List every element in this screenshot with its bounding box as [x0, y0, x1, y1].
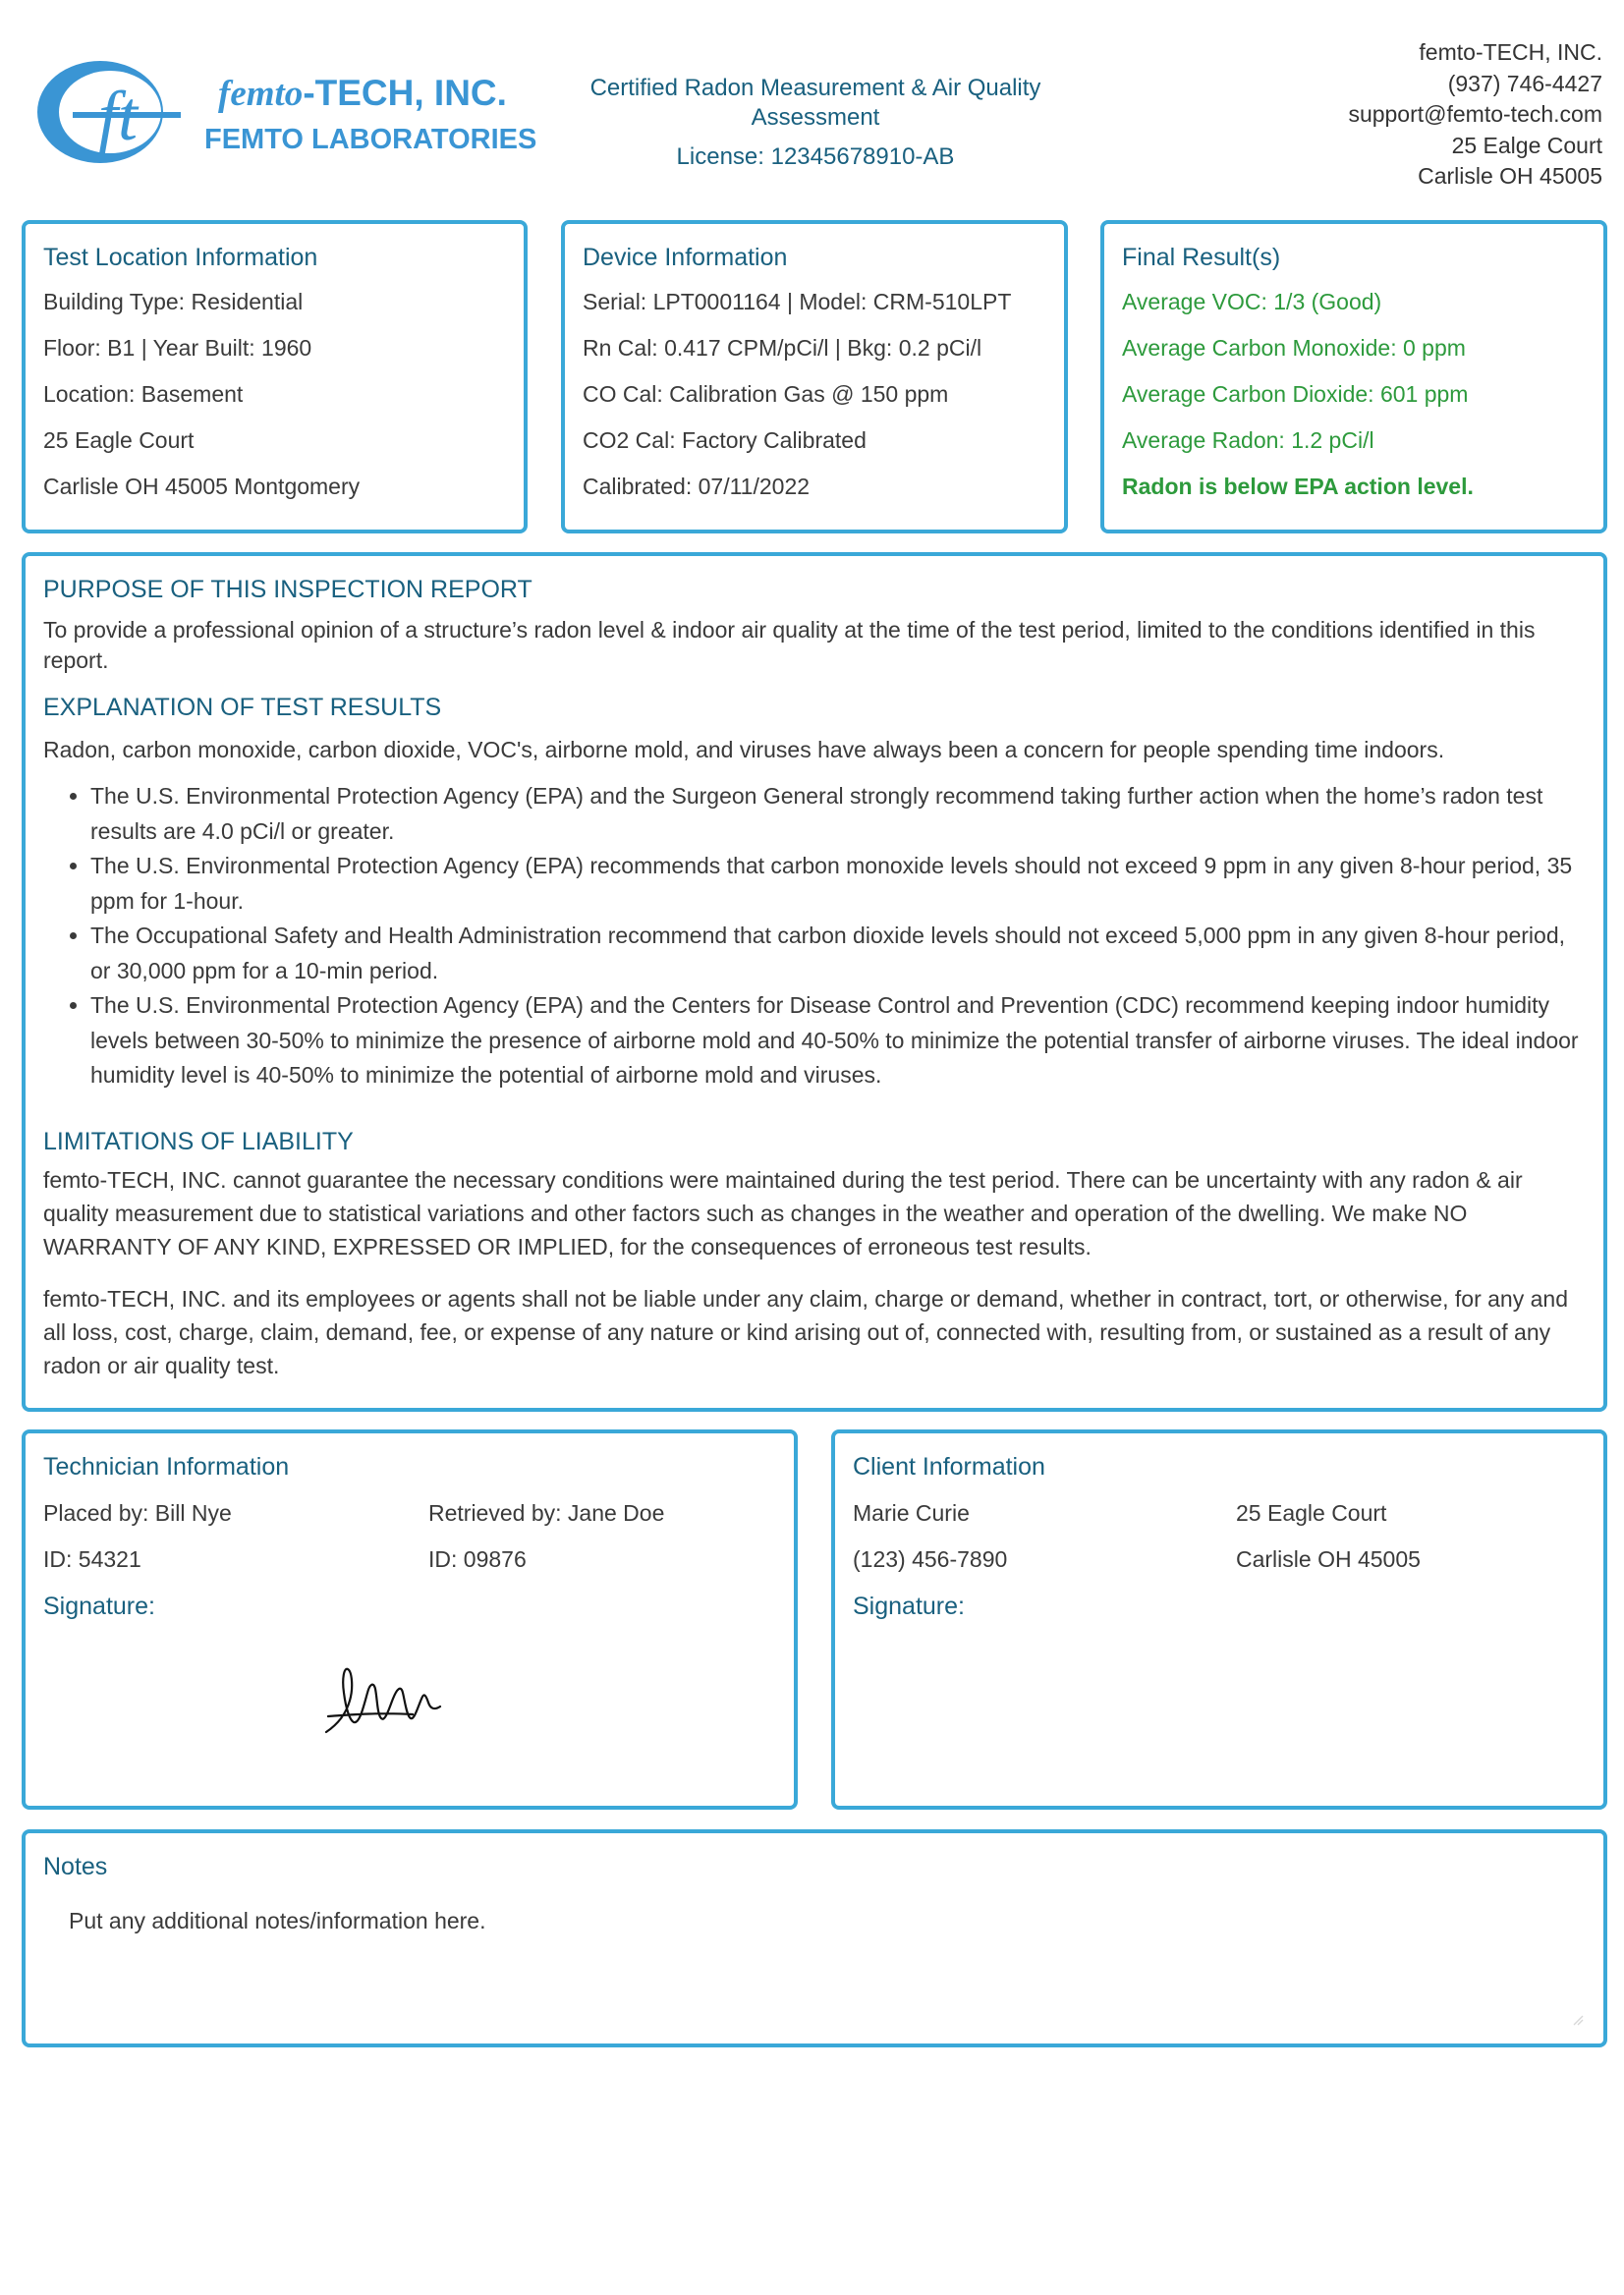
location-line: Location: Basement — [43, 381, 244, 407]
limitations-paragraph: femto-TECH, INC. and its employees or agents shall not be liable under any claim, charge or demand, whether in contract, tort, or otherwise, for any and all loss, cost, charge, claim, demand, fee, or expense of any nature or kind arising out of, connected with, resulting from, or sustained as a result of any radon or air quality test. — [43, 1286, 1568, 1378]
company-logo — [33, 57, 191, 167]
panel-title: Client Information — [853, 1453, 1045, 1481]
logo-name-italic: femto — [218, 74, 304, 114]
placed-by-id: ID: 54321 — [43, 1546, 141, 1572]
retrieved-by: Retrieved by: Jane Doe — [428, 1500, 665, 1526]
panel-title: Device Information — [583, 244, 788, 271]
logo-emblem-icon — [33, 57, 191, 167]
notes-panel — [22, 1829, 1607, 2047]
result-line: Average Carbon Dioxide: 601 ppm — [1122, 381, 1469, 407]
device-line: CO Cal: Calibration Gas @ 150 ppm — [583, 381, 949, 407]
technician-signature — [324, 1657, 511, 1740]
purpose-text: To provide a professional opinion of a structure’s radon level & indoor air quality at the time of the test period, limited to the conditions identified in this report. — [43, 617, 1536, 673]
list-item: • The U.S. Environmental Protection Agency (EPA) and the Surgeon General strongly recommend taking further action when the home’s radon test results are 4.0 pCi/l or greater. — [90, 779, 1582, 849]
signature-label: Signature: — [43, 1593, 155, 1620]
test-location-panel — [22, 220, 528, 533]
client-phone: (123) 456-7890 — [853, 1546, 1008, 1572]
signature-label: Signature: — [853, 1593, 965, 1620]
list-item: • The U.S. Environmental Protection Agency (EPA) recommends that carbon monoxide levels should not exceed 9 ppm in any given 8-hour period, 35 ppm for 1-hour. — [90, 849, 1582, 919]
panel-title: Test Location Information — [43, 244, 318, 271]
panel-title: Technician Information — [43, 1453, 290, 1481]
result-line: Average Carbon Monoxide: 0 ppm — [1122, 335, 1466, 361]
company-name: femto-TECH, INC. — [1419, 39, 1602, 65]
result-verdict: Radon is below EPA action level. — [1122, 474, 1474, 499]
logo-subtitle: FEMTO LABORATORIES — [204, 124, 537, 155]
client-panel — [831, 1429, 1607, 1810]
device-panel — [561, 220, 1068, 533]
limitations-heading: LIMITATIONS OF LIABILITY — [43, 1128, 354, 1155]
location-line: 25 Eagle Court — [43, 427, 195, 453]
device-line: Serial: LPT0001164 | Model: CRM-510LPT — [583, 289, 1012, 314]
device-line: CO2 Cal: Factory Calibrated — [583, 427, 867, 453]
report-body-panel — [22, 552, 1607, 1412]
panel-title: Notes — [43, 1853, 108, 1880]
client-street: 25 Eagle Court — [1236, 1500, 1387, 1526]
company-phone: (937) 746-4427 — [1447, 70, 1602, 96]
report-title-line1: Certified Radon Measurement & Air Quality — [589, 75, 1041, 101]
purpose-heading: PURPOSE OF THIS INSPECTION REPORT — [43, 576, 532, 603]
logo-company-name — [218, 73, 507, 115]
company-email: support@femto-tech.com — [1348, 101, 1602, 127]
svg-text:ft: ft — [97, 77, 139, 155]
license-number: License: 12345678910-AB — [676, 143, 955, 170]
client-name: Marie Curie — [853, 1500, 970, 1526]
guideline-list — [43, 779, 1582, 1093]
company-contact — [1348, 37, 1602, 193]
technician-panel — [22, 1429, 798, 1810]
client-signature-area[interactable] — [853, 1630, 1582, 1787]
list-item: • The Occupational Safety and Health Administration recommend that carbon dioxide levels should not exceed 5,000 ppm in any given 8-hour period, or 30,000 ppm for a 10-min period. — [90, 919, 1582, 988]
client-city: Carlisle OH 45005 — [1236, 1546, 1421, 1572]
location-line: Building Type: Residential — [43, 289, 304, 314]
resize-handle-icon[interactable] — [1572, 2014, 1584, 2026]
company-city: Carlisle OH 45005 — [1418, 163, 1602, 189]
location-line: Floor: B1 | Year Built: 1960 — [43, 335, 312, 361]
retrieved-by-id: ID: 09876 — [428, 1546, 527, 1572]
company-street: 25 Ealge Court — [1451, 132, 1602, 158]
final-results-panel — [1100, 220, 1607, 533]
explanation-text: Radon, carbon monoxide, carbon dioxide, VOC's, airborne mold, and viruses have always been a concern for people spending time indoors. — [43, 737, 1445, 762]
placed-by: Placed by: Bill Nye — [43, 1500, 232, 1526]
logo-name-rest: -TECH, INC. — [303, 73, 507, 113]
result-line: Average VOC: 1/3 (Good) — [1122, 289, 1382, 314]
panel-title: Final Result(s) — [1122, 244, 1281, 271]
report-title-line2: Assessment — [751, 104, 880, 131]
location-line: Carlisle OH 45005 Montgomery — [43, 474, 361, 499]
notes-textarea[interactable]: Put any additional notes/information here. — [69, 1908, 486, 1933]
explanation-heading: EXPLANATION OF TEST RESULTS — [43, 694, 442, 721]
result-line: Average Radon: 1.2 pCi/l — [1122, 427, 1374, 453]
device-line: Rn Cal: 0.417 CPM/pCi/l | Bkg: 0.2 pCi/l — [583, 335, 982, 361]
limitations-paragraph: femto-TECH, INC. cannot guarantee the necessary conditions were maintained during the test period. There can be uncertainty with any radon & air quality measurement due to statistical variations and other factors such as changes in the weather and operation of the dwelling. We make NO WARRANTY OF ANY KIND, EXPRESSED OR IMPLIED, for the consequences of erroneous test results. — [43, 1167, 1523, 1259]
device-line: Calibrated: 07/11/2022 — [583, 474, 811, 499]
list-item: • The U.S. Environmental Protection Agency (EPA) and the Centers for Disease Control and Prevention (CDC) recommend keeping indoor humidity levels between 30-50% to minimize the presence of airborne mold and 40-50% to minimize the potential transfer of airborne viruses. The ideal indoor humidity level is 40-50% to minimize the potential of airborne mold and viruses. — [90, 988, 1582, 1093]
